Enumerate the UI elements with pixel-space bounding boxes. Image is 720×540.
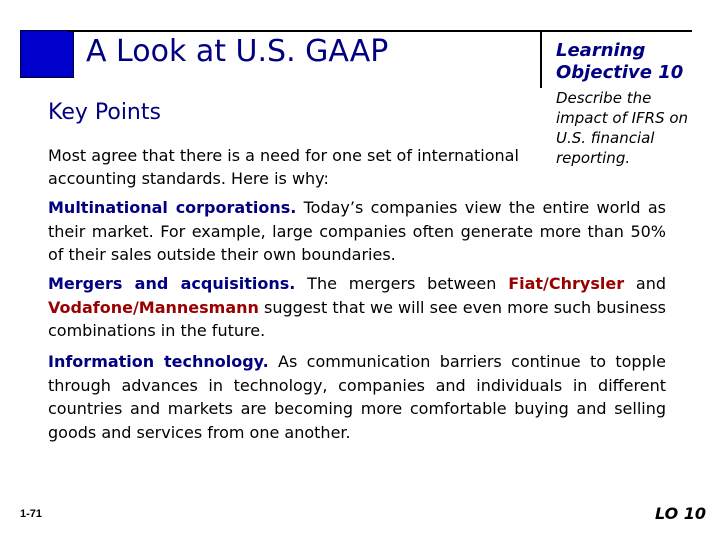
key-point-text: and: [624, 274, 667, 293]
objective-desc-line: U.S. financial: [556, 129, 655, 147]
objective-desc-line: impact of IFRS on: [556, 109, 689, 127]
company-highlight: Fiat/Chrysler: [508, 274, 625, 293]
key-point-mergers: [48, 272, 666, 343]
objective-heading-line-2: Objective 10: [556, 62, 684, 83]
key-point-text: As communication barriers continue to topple through advances in technology, companies and individuals in different countries and markets are becoming more comfortable buying and selling goods and services from one another.: [48, 352, 667, 442]
key-point-text: suggest that we will see even more such business combinations in the future.: [48, 297, 666, 340]
key-point-text: The mergers between: [295, 274, 509, 293]
objective-desc-line: Describe the: [556, 89, 652, 107]
slide-title: A Look at U.S. GAAP: [86, 34, 389, 69]
objective-desc-line: reporting.: [556, 149, 631, 167]
key-point-text: Today’s companies view the entire world as their market. For example, large companies often generate more than 50% of their sales outside their own boundaries.: [48, 198, 666, 264]
title-accent-square: [20, 30, 74, 78]
learning-objective-tag: LO 10: [654, 504, 706, 523]
header-rule: [68, 30, 692, 32]
key-point-lead: Mergers and acquisitions.: [48, 274, 296, 293]
intro-paragraph: Most agree that there is a need for one set of international accounting standards. Here is why:: [48, 146, 519, 188]
learning-objective-heading: [556, 40, 706, 84]
objective-heading-line-1: Learning: [556, 40, 646, 61]
learning-objective-description: [556, 88, 706, 168]
key-point-technology: [48, 350, 666, 444]
key-points-heading: Key Points: [48, 100, 161, 125]
key-point-lead: Information technology.: [48, 352, 269, 371]
key-point-lead: Multinational corporations.: [48, 198, 297, 217]
page-number: 1-71: [20, 508, 43, 520]
objective-divider: [540, 30, 542, 88]
company-highlight: Vodafone/Mannesmann: [48, 297, 259, 317]
key-point-multinational: [48, 196, 666, 267]
